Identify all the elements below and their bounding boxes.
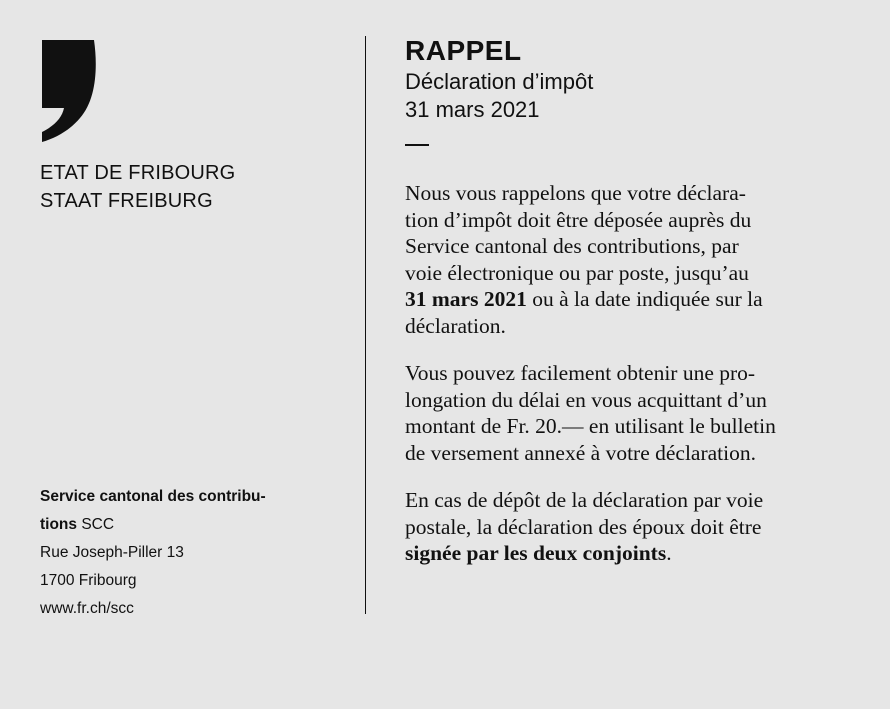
paragraph-deadline: Nous vous rappelons que votre déclara- tion d’impôt doit être déposée auprès du Service cantonal des contributions, par voie électronique ou par poste, jusqu’au 31 mars 2021 ou à la date indiquée sur la déclaration. <box>405 181 763 338</box>
service-name-line1: Service cantonal des contribu- <box>40 488 266 505</box>
city-address: 1700 Fribourg <box>40 572 137 589</box>
organization-name <box>40 159 235 215</box>
service-name-line2: tions SCC <box>40 516 115 533</box>
org-line-fr: ETAT DE FRIBOURG <box>40 162 236 184</box>
vertical-divider <box>365 36 366 614</box>
notice-subtitle: Déclaration d’impôt <box>405 69 594 94</box>
org-line-de: STAAT FREIBURG <box>40 190 213 212</box>
address-block <box>40 483 266 623</box>
notice-heading <box>405 34 593 146</box>
comma-logo-icon <box>40 38 100 142</box>
notice-body <box>405 180 875 588</box>
street-address: Rue Joseph-Piller 13 <box>40 544 184 561</box>
website-link[interactable]: www.fr.ch/scc <box>40 600 134 617</box>
notice-title: RAPPEL <box>405 35 522 66</box>
paragraph-signature: En cas de dépôt de la déclaration par voie postale, la déclaration des époux doit être signée par les deux conjoints. <box>405 488 764 565</box>
heading-dash <box>405 144 429 146</box>
notice-date: 31 mars 2021 <box>405 97 540 122</box>
paragraph-extension: Vous pouvez facilement obtenir une pro- longation du délai en vous acquittant d’un montant de Fr. 20.— en utilisant le bulletin de versement annexé à votre déclaration. <box>405 361 776 465</box>
